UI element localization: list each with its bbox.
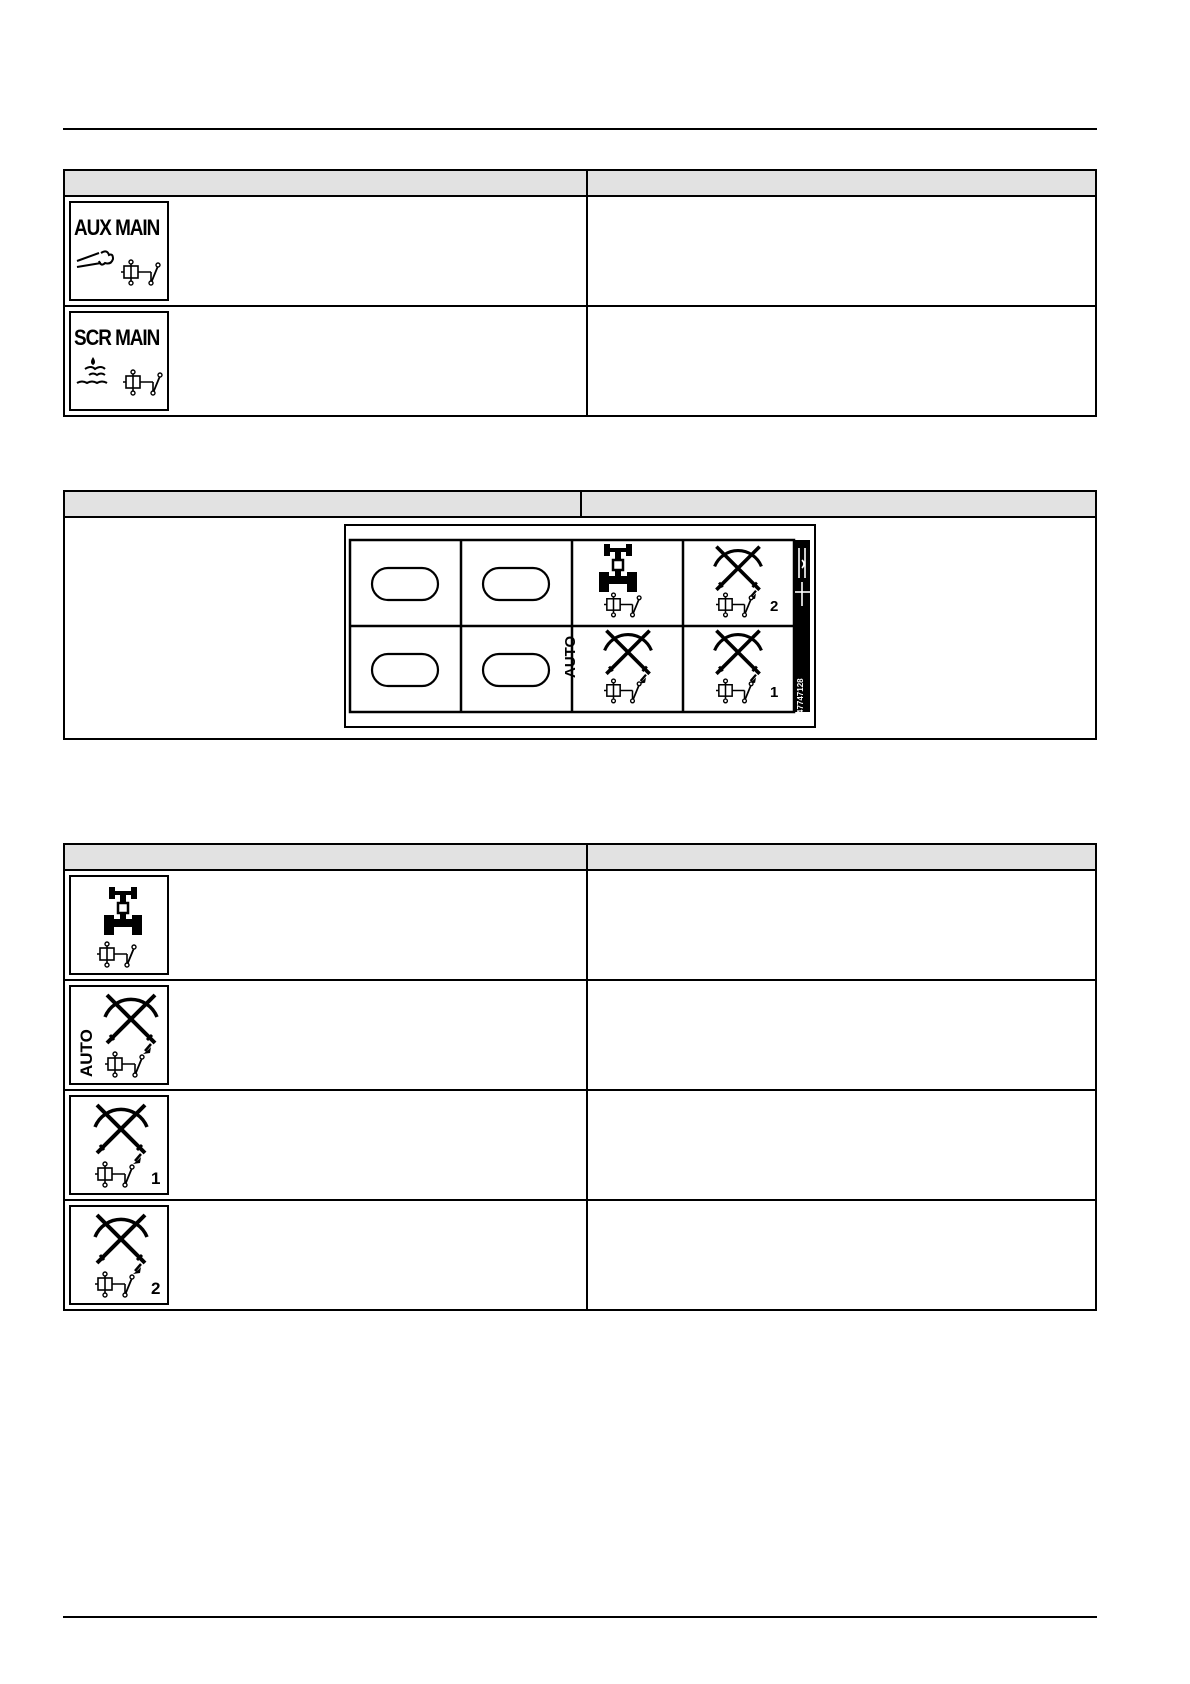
- table-header-row: [64, 491, 1096, 517]
- table-header-row: [64, 170, 1096, 196]
- suspension-switch-2-icon: [69, 1205, 169, 1305]
- icon-label: SCR MAIN: [74, 325, 160, 350]
- auto-label: AUTO: [77, 1029, 96, 1077]
- symbol-cell: [64, 1200, 587, 1310]
- blank-switch: [483, 654, 549, 686]
- panel-number-label: 2: [770, 598, 779, 615]
- description-cell: [587, 1200, 1096, 1310]
- table-row: [64, 980, 1096, 1090]
- icon-label: AUX MAIN: [74, 215, 160, 240]
- table-row: [64, 1200, 1096, 1310]
- four-wheel-drive-switch-icon: [69, 875, 169, 975]
- panel-cell: [64, 517, 1096, 739]
- main-switch-table: [63, 169, 1097, 417]
- switch-number-label: 2: [151, 1279, 161, 1298]
- description-cell: [587, 306, 1096, 416]
- suspension-switch-table: [63, 843, 1097, 1311]
- symbol-cell: [64, 306, 587, 416]
- table-header-cell: [64, 170, 587, 196]
- blank-switch: [483, 568, 549, 600]
- panel-auto-label: AUTO: [562, 635, 579, 678]
- panel-number-label: 1: [770, 684, 779, 701]
- aux-main-switch-icon: [69, 201, 169, 301]
- table-header-cell: [587, 170, 1096, 196]
- description-cell: [587, 980, 1096, 1090]
- scr-main-switch-icon: [69, 311, 169, 411]
- table-header-cell: [587, 844, 1096, 870]
- switch-number-label: 1: [151, 1169, 161, 1188]
- switch-panel-illustration: [344, 524, 816, 728]
- table-header-cell: [64, 491, 581, 517]
- part-number-label: 47747128: [796, 678, 805, 714]
- footer-rule: [63, 1616, 1097, 1618]
- switch-panel-table: [63, 490, 1097, 740]
- symbol-cell: [64, 870, 587, 980]
- blank-switch: [372, 654, 438, 686]
- table-row: [64, 196, 1096, 306]
- description-cell: [587, 1090, 1096, 1200]
- symbol-cell: [64, 196, 587, 306]
- symbol-cell: [64, 1090, 587, 1200]
- table-row: [64, 870, 1096, 980]
- table-header-cell: [581, 491, 1096, 517]
- description-cell: [587, 870, 1096, 980]
- table-row: [64, 517, 1096, 739]
- table-row: [64, 1090, 1096, 1200]
- table-header-cell: [64, 844, 587, 870]
- suspension-switch-1-icon: [69, 1095, 169, 1195]
- blank-switch: [372, 568, 438, 600]
- header-rule: [63, 128, 1097, 130]
- symbol-cell: [64, 980, 587, 1090]
- table-header-row: [64, 844, 1096, 870]
- auto-suspension-switch-icon: [69, 985, 169, 1085]
- description-cell: [587, 196, 1096, 306]
- table-row: [64, 306, 1096, 416]
